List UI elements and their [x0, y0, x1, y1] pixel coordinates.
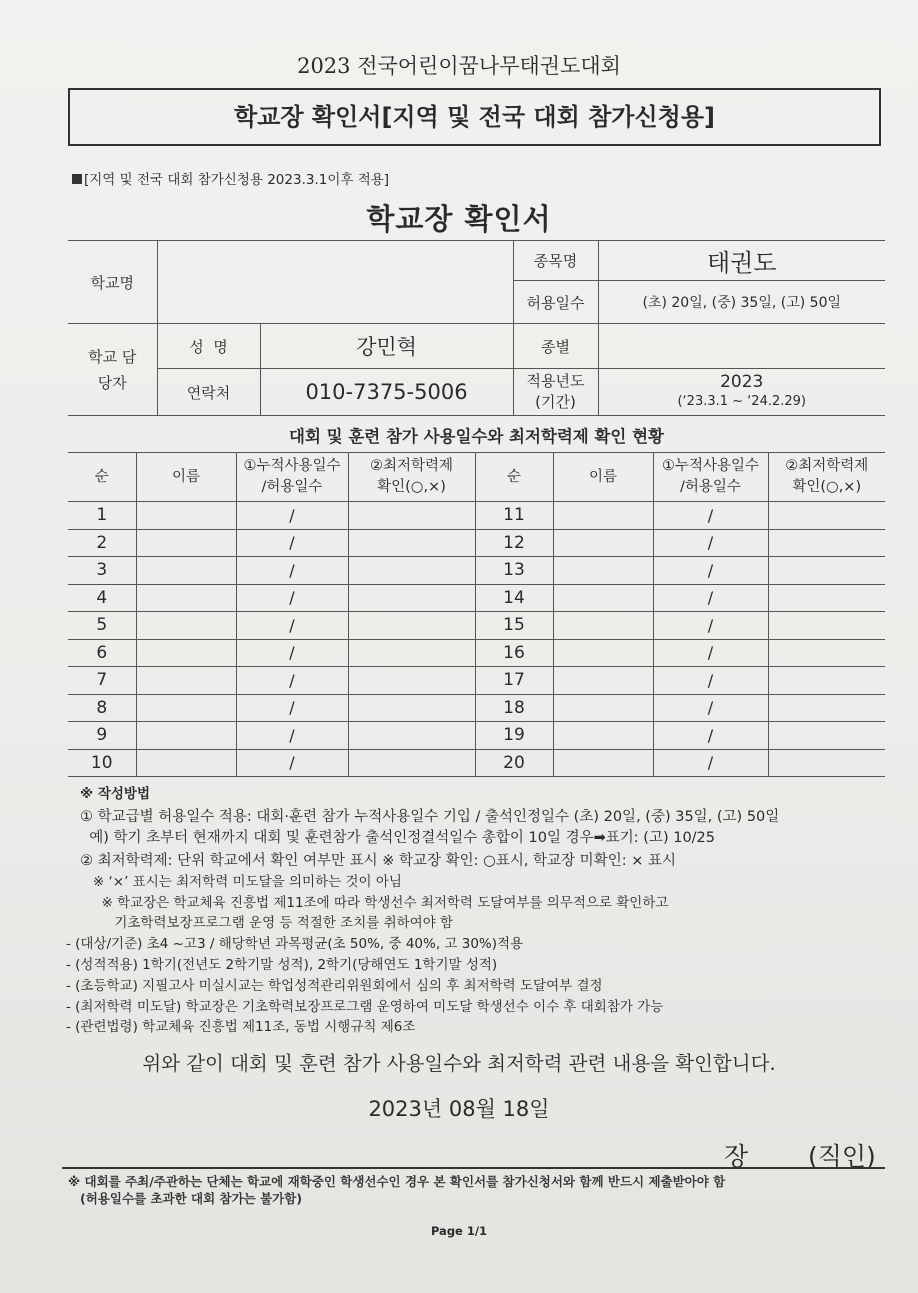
- event-name-label: 종목명: [513, 241, 598, 281]
- table-row: [68, 639, 885, 667]
- event-name-value[interactable]: 태권도: [598, 241, 885, 281]
- applied-year-value[interactable]: 2023: [720, 372, 764, 392]
- col-academic: [348, 453, 475, 502]
- academic-cell[interactable]: [768, 694, 885, 722]
- col-no: 순: [68, 453, 136, 502]
- days-cell[interactable]: /: [236, 612, 348, 640]
- table-row: [68, 694, 885, 722]
- name-cell[interactable]: [136, 639, 236, 667]
- row-number: 3: [68, 557, 136, 585]
- row-number: 10: [68, 749, 136, 777]
- academic-cell[interactable]: [348, 694, 475, 722]
- school-name-value[interactable]: [157, 241, 513, 324]
- instruction-line: ① 학교급별 허용일수 적용: 대회·훈련 참가 누적사용일수 기입 / 출석인정일수 (초) 20일, (중) 35일, (고) 50일: [80, 809, 780, 825]
- footer-note-line1: ※ 대회를 주최/주관하는 단체는 학교에 재학중인 학생선수인 경우 본 확인서를 참가신청서와 함께 반드시 제출받아야 함: [68, 1174, 726, 1189]
- instructions-heading: ※ 작성방법: [80, 786, 150, 802]
- name-cell[interactable]: [553, 694, 653, 722]
- days-cell[interactable]: /: [653, 529, 768, 557]
- name-cell[interactable]: [553, 667, 653, 695]
- name-cell[interactable]: [136, 694, 236, 722]
- academic-cell[interactable]: [768, 749, 885, 777]
- academic-cell[interactable]: [348, 557, 475, 585]
- days-cell[interactable]: /: [236, 667, 348, 695]
- academic-cell[interactable]: [348, 722, 475, 750]
- name-cell[interactable]: [136, 502, 236, 530]
- square-bullet-icon: [72, 174, 82, 184]
- name-cell[interactable]: [136, 722, 236, 750]
- records-title: 대회 및 훈련 참가 사용일수와 최저학력제 확인 현황: [289, 427, 664, 446]
- name-cell[interactable]: [136, 749, 236, 777]
- row-number: 9: [68, 722, 136, 750]
- instruction-line: ※ ‘×’ 표시는 최저학력 미도달을 의미하는 것이 아님: [80, 874, 402, 890]
- category-value[interactable]: [598, 324, 885, 369]
- row-number: 4: [68, 584, 136, 612]
- col-academic-line2: 확인(○,×): [377, 479, 446, 495]
- days-cell[interactable]: /: [236, 749, 348, 777]
- days-cell[interactable]: /: [653, 557, 768, 585]
- academic-cell[interactable]: [768, 502, 885, 530]
- academic-cell[interactable]: [348, 667, 475, 695]
- col-days-line2: /허용일수: [261, 479, 323, 495]
- col-name: 이름: [136, 453, 236, 502]
- name-cell[interactable]: [136, 529, 236, 557]
- instruction-line: - (초등학교) 지필고사 미실시교는 학업성적관리위원회에서 심의 후 최저학력 도달여부 결정: [66, 978, 603, 994]
- row-number: 19: [475, 722, 553, 750]
- applied-period-label: (기간): [535, 393, 576, 411]
- days-cell[interactable]: /: [653, 639, 768, 667]
- allowed-days-value[interactable]: (초) 20일, (중) 35일, (고) 50일: [598, 281, 885, 324]
- academic-cell[interactable]: [348, 529, 475, 557]
- contact-value[interactable]: 010-7375-5006: [260, 369, 513, 416]
- name-cell[interactable]: [136, 557, 236, 585]
- info-table: [68, 240, 885, 416]
- days-cell[interactable]: /: [236, 584, 348, 612]
- applied-year-cell: [513, 369, 598, 416]
- col-academic-line1: ②최저학력제: [369, 458, 454, 474]
- row-number: 20: [475, 749, 553, 777]
- name-cell[interactable]: [553, 502, 653, 530]
- instruction-line: ※ 학교장은 학교체육 진흥법 제11조에 따라 학생선수 최저학력 도달여부를 의무적으로 확인하고: [80, 895, 669, 911]
- academic-cell[interactable]: [348, 612, 475, 640]
- col-days-right-line2: /허용일수: [680, 479, 741, 495]
- footer-note-line2: (허용일수를 초과한 대회 참가는 불가함): [80, 1191, 303, 1206]
- instruction-line: - (성적적용) 1학기(전년도 2학기말 성적), 2학기(당해연도 1학기말 성적): [66, 957, 498, 973]
- category-label: 종별: [513, 324, 598, 369]
- academic-cell[interactable]: [768, 612, 885, 640]
- academic-cell[interactable]: [348, 749, 475, 777]
- col-days-right-line1: ①누적사용일수: [661, 458, 760, 474]
- col-days-line1: ①누적사용일수: [243, 458, 341, 474]
- academic-cell[interactable]: [768, 667, 885, 695]
- academic-cell[interactable]: [768, 722, 885, 750]
- name-cell[interactable]: [553, 639, 653, 667]
- days-cell[interactable]: /: [653, 667, 768, 695]
- contact-label: 연락처: [157, 369, 260, 416]
- days-cell[interactable]: /: [236, 529, 348, 557]
- academic-cell[interactable]: [768, 639, 885, 667]
- table-row: [68, 722, 885, 750]
- instruction-line: - (최저학력 미도달) 학교장은 기초학력보장프로그램 운영하여 미도달 학생선수 이수 후 대회참가 가능: [66, 999, 664, 1015]
- row-number: 15: [475, 612, 553, 640]
- days-cell[interactable]: /: [653, 722, 768, 750]
- table-row: [68, 557, 885, 585]
- col-days-right: [653, 453, 768, 502]
- days-cell[interactable]: /: [236, 694, 348, 722]
- name-cell[interactable]: [553, 749, 653, 777]
- table-row: [68, 612, 885, 640]
- school-contact-label: 학교 담당자: [68, 324, 157, 416]
- days-cell[interactable]: /: [653, 694, 768, 722]
- days-cell[interactable]: /: [653, 502, 768, 530]
- col-no-right: 순: [475, 453, 553, 502]
- academic-cell[interactable]: [348, 584, 475, 612]
- academic-cell[interactable]: [348, 502, 475, 530]
- applicability-note: [72, 168, 389, 188]
- days-cell[interactable]: /: [653, 749, 768, 777]
- col-days: [236, 453, 348, 502]
- name-cell[interactable]: [553, 529, 653, 557]
- row-number: 1: [68, 502, 136, 530]
- name-cell[interactable]: [553, 584, 653, 612]
- instruction-line: 기초학력보장프로그램 운영 등 적절한 조치를 취하여야 함: [80, 915, 454, 931]
- seal-title[interactable]: (직인): [808, 1142, 876, 1171]
- name-cell[interactable]: [553, 612, 653, 640]
- name-cell[interactable]: [136, 667, 236, 695]
- name-cell[interactable]: [136, 612, 236, 640]
- days-cell[interactable]: /: [653, 584, 768, 612]
- school-name-label: 학교명: [68, 241, 157, 324]
- col-academic-right: [768, 453, 885, 502]
- col-name-right: 이름: [553, 453, 653, 502]
- instruction-line: - (대상/기준) 초4 ~고3 / 해당학년 과목평균(초 50%, 중 40%, 고 30%)적용: [66, 936, 524, 952]
- row-number: 17: [475, 667, 553, 695]
- name-value[interactable]: 강민혁: [260, 324, 513, 369]
- applied-year-label: 적용년도: [526, 372, 585, 390]
- row-number: 18: [475, 694, 553, 722]
- days-cell[interactable]: /: [236, 502, 348, 530]
- instruction-line: - (관련법령) 학교체육 진흥법 제11조, 동법 시행규칙 제6조: [66, 1019, 416, 1035]
- academic-cell[interactable]: [348, 639, 475, 667]
- instruction-line: ② 최저학력제: 단위 학교에서 확인 여부만 표시 ※ 학교장 확인: ○표시, 학교장 미확인: × 표시: [80, 853, 676, 869]
- records-header-row: [68, 453, 885, 502]
- row-number: 12: [475, 529, 553, 557]
- title-box: [68, 88, 881, 146]
- days-cell[interactable]: /: [236, 557, 348, 585]
- row-number: 7: [68, 667, 136, 695]
- event-title: 2023 전국어린이꿈나무태권도대회: [297, 54, 621, 78]
- row-number: 13: [475, 557, 553, 585]
- col-academic-right-line2: 확인(○,×): [792, 479, 862, 495]
- row-number: 6: [68, 639, 136, 667]
- table-row: [68, 749, 885, 777]
- instruction-line: 예) 학기 초부터 현재까지 대회 및 훈련참가 출석인정결석일수 총합이 10일 경우➡표기: (고) 10/25: [80, 830, 716, 846]
- table-row: [68, 502, 885, 530]
- row-number: 2: [68, 529, 136, 557]
- name-cell[interactable]: [136, 584, 236, 612]
- academic-cell[interactable]: [768, 557, 885, 585]
- row-number: 8: [68, 694, 136, 722]
- row-number: 14: [475, 584, 553, 612]
- applied-year-value-cell: [598, 369, 885, 416]
- row-number: 5: [68, 612, 136, 640]
- table-row: [68, 667, 885, 695]
- academic-cell[interactable]: [768, 584, 885, 612]
- table-row: [68, 529, 885, 557]
- footer-divider: [62, 1167, 885, 1169]
- days-cell[interactable]: /: [653, 612, 768, 640]
- applied-period-value[interactable]: (‘23.3.1 ~ ‘24.2.29): [677, 394, 807, 409]
- row-number: 11: [475, 502, 553, 530]
- row-number: 16: [475, 639, 553, 667]
- records-table: [68, 452, 885, 777]
- seal-label: 장: [724, 1142, 749, 1171]
- academic-cell[interactable]: [768, 529, 885, 557]
- col-academic-right-line1: ②최저학력제: [785, 458, 869, 474]
- confirmation-statement: 위와 같이 대회 및 훈련 참가 사용일수와 최저학력 관련 내용을 확인합니다.: [142, 1052, 776, 1075]
- form-title: 학교장 확인서: [366, 202, 552, 236]
- name-label: 성 명: [157, 324, 260, 369]
- name-cell[interactable]: [553, 557, 653, 585]
- days-cell[interactable]: /: [236, 722, 348, 750]
- box-title: 학교장 확인서[지역 및 전국 대회 참가신청용]: [233, 103, 716, 131]
- table-row: [68, 584, 885, 612]
- applicability-note-text: [지역 및 전국 대회 참가신청용 2023.3.1이후 적용]: [84, 172, 390, 188]
- confirmation-date[interactable]: 2023년 08월 18일: [368, 1097, 550, 1121]
- allowed-days-label: 허용일수: [513, 281, 598, 324]
- name-cell[interactable]: [553, 722, 653, 750]
- days-cell[interactable]: /: [236, 639, 348, 667]
- page-number: Page 1/1: [430, 1224, 488, 1238]
